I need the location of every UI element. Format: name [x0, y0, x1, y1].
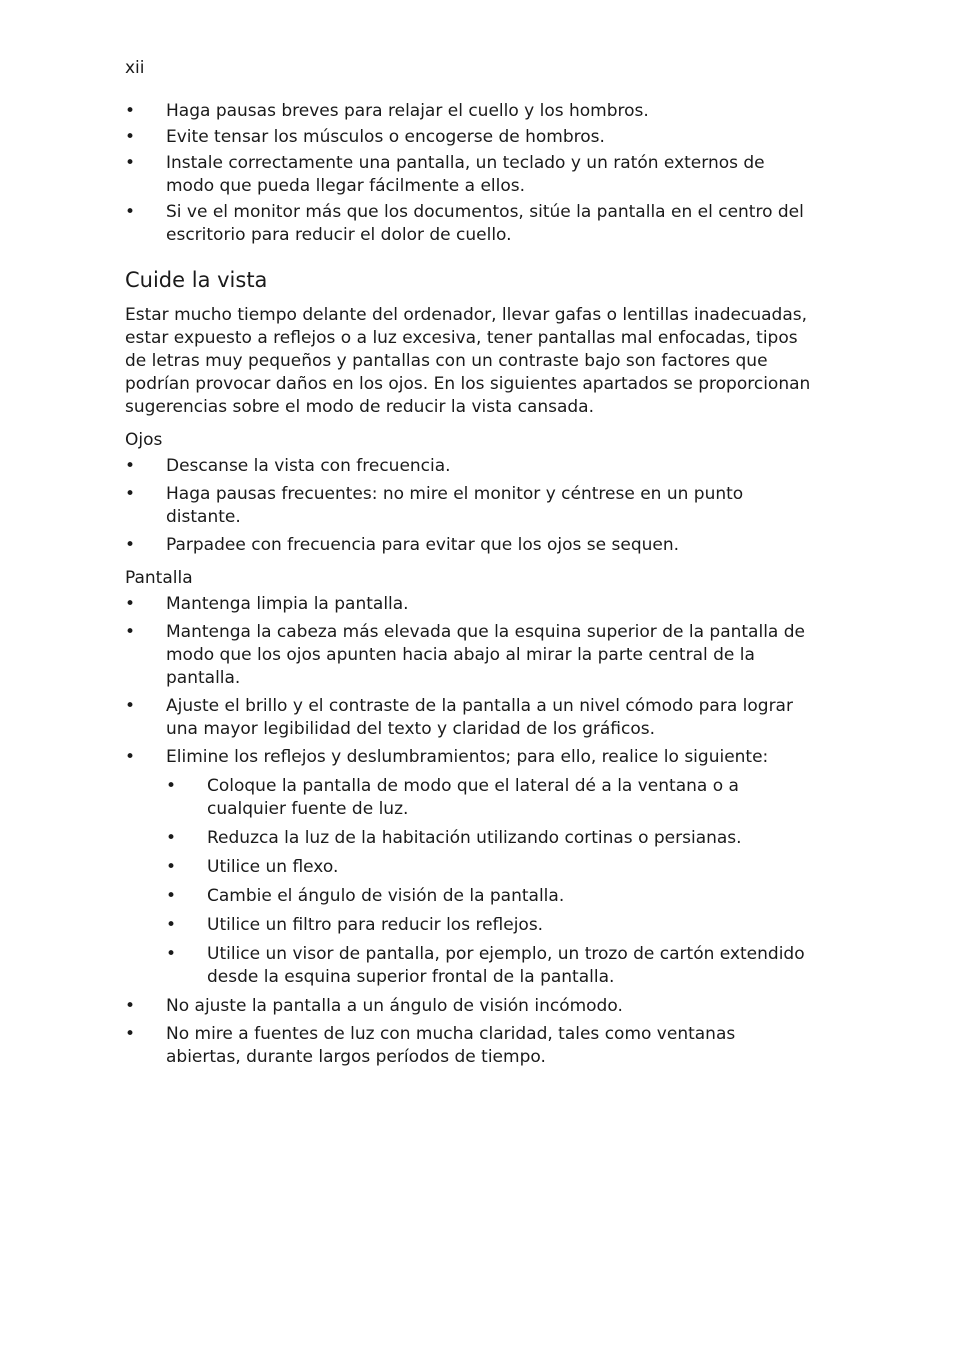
bullet-icon: •: [166, 828, 177, 848]
bullet-icon: •: [125, 484, 136, 504]
nested-bullet-list: [166, 775, 815, 989]
bullet-icon: •: [125, 101, 136, 121]
bullet-icon: •: [125, 127, 136, 147]
bullet-icon: •: [166, 915, 177, 935]
list-item-text: Utilice un flexo.: [207, 857, 339, 877]
bullet-icon: •: [125, 996, 136, 1016]
bullet-icon: •: [125, 1024, 136, 1044]
section-intro-paragraph: Estar mucho tiempo delante del ordenador, llevar gafas o lentillas inadecuadas, estar expuesto a reflejos o a luz excesiva, tener pantallas mal enfocadas, tipos de letras muy pequeños y pantallas con un contraste bajo son factores que podrían provocar daños en los ojos. En los siguientes apartados se proporcionan sugerencias sobre el modo de reducir la vista cansada.: [125, 305, 811, 417]
list-item: [125, 455, 815, 478]
list-item: [125, 621, 815, 690]
bullet-icon: •: [166, 944, 177, 964]
list-item: [125, 126, 815, 149]
page-number: xii: [125, 58, 145, 78]
bullet-icon: •: [125, 747, 136, 767]
bullet-icon: •: [125, 202, 136, 222]
list-item-text: Evite tensar los músculos o encogerse de hombros.: [166, 127, 605, 147]
list-item: [125, 995, 815, 1018]
nested-list-item: [166, 856, 815, 879]
list-item-text: No ajuste la pantalla a un ángulo de visión incómodo.: [166, 996, 623, 1016]
list-item-text: Mantenga la cabeza más elevada que la esquina superior de la pantalla de modo que los ojos apunten hacia abajo al mirar la parte central de la pantalla.: [166, 622, 805, 688]
nested-list-item: [166, 775, 815, 821]
list-item-text: Utilice un visor de pantalla, por ejemplo, un trozo de cartón extendido desde la esquina superior frontal de la pantalla.: [207, 944, 805, 987]
section-heading: Cuide la vista: [125, 268, 268, 292]
list-item-text: Instale correctamente una pantalla, un teclado y un ratón externos de modo que pueda llegar fácilmente a ellos.: [166, 153, 765, 196]
list-item-text: No mire a fuentes de luz con mucha claridad, tales como ventanas abiertas, durante largos períodos de tiempo.: [166, 1024, 736, 1067]
bullet-icon: •: [125, 535, 136, 555]
bullet-icon: •: [125, 594, 136, 614]
list-item-text: Parpadee con frecuencia para evitar que los ojos se sequen.: [166, 535, 680, 555]
list-item-text: Si ve el monitor más que los documentos, sitúe la pantalla en el centro del escritorio para reducir el dolor de cuello.: [166, 202, 804, 245]
list-item-text: Descanse la vista con frecuencia.: [166, 456, 451, 476]
list-item-text: Haga pausas breves para relajar el cuello y los hombros.: [166, 101, 649, 121]
list-item: [125, 695, 815, 741]
list-item: [125, 152, 815, 198]
list-item-text: Coloque la pantalla de modo que el lateral dé a la ventana o a cualquier fuente de luz.: [207, 776, 739, 819]
bullet-icon: •: [166, 776, 177, 796]
nested-list-item: [166, 943, 815, 989]
pantalla-bullet-list: [125, 593, 815, 1074]
subsection-title-pantalla: Pantalla: [125, 568, 193, 588]
list-item-text: Haga pausas frecuentes: no mire el monitor y céntrese en un punto distante.: [166, 484, 744, 527]
bullet-icon: •: [166, 886, 177, 906]
list-item-text: Mantenga limpia la pantalla.: [166, 594, 409, 614]
subsection-title-ojos: Ojos: [125, 430, 163, 450]
bullet-icon: •: [125, 153, 136, 173]
list-item-text: Reduzca la luz de la habitación utilizando cortinas o persianas.: [207, 828, 742, 848]
list-item-text: Ajuste el brillo y el contraste de la pantalla a un nivel cómodo para lograr una mayor legibilidad del texto y claridad de los gráficos.: [166, 696, 793, 739]
list-item: [125, 483, 815, 529]
top-bullet-list: [125, 100, 815, 250]
ojos-bullet-list: [125, 455, 815, 562]
nested-list-item: [166, 827, 815, 850]
list-item: [125, 746, 815, 989]
bullet-icon: •: [125, 622, 136, 642]
bullet-icon: •: [125, 696, 136, 716]
list-item-text: Utilice un filtro para reducir los reflejos.: [207, 915, 544, 935]
list-item: [125, 100, 815, 123]
nested-list-item: [166, 885, 815, 908]
nested-list-item: [166, 914, 815, 937]
list-item-text: Elimine los reflejos y deslumbramientos; para ello, realice lo siguiente:: [166, 747, 769, 767]
list-item: [125, 1023, 815, 1069]
list-item: [125, 593, 815, 616]
list-item-text: Cambie el ángulo de visión de la pantalla.: [207, 886, 565, 906]
list-item: [125, 534, 815, 557]
bullet-icon: •: [125, 456, 136, 476]
list-item: [125, 201, 815, 247]
bullet-icon: •: [166, 857, 177, 877]
